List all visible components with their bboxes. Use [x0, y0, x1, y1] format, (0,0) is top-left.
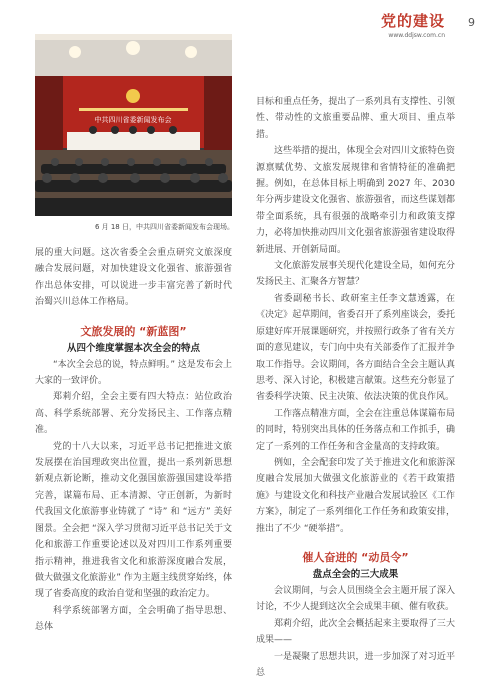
press-conference-photo — [35, 34, 232, 216]
paragraph: 这些举措的提出，体现全会对四川文旅特色资源禀赋优势、文旅发展规律和省情特征的准确把握。例如，在总体目标上明确到 2027 年、2030 年分两步建设文化强省、旅游强省，而这些谋划都带全面系统，具有很强的战略牵引力和政策支撑力，必将加快推动四川文化强省旅游强省建设取得新进展、开创新局面。 — [256, 146, 455, 255]
paragraph: “本次全会总的说，特点鲜明。” 这是发布会上大家的一致评价。 — [35, 359, 232, 387]
paragraph: 例如，全会配套印发了关于推进文化和旅游深度融合发展加大做强文化旅游业的《若干政策措施》与建设文化和科技产业融合发展试验区《工作方案》，制定了一系列细化工作任务和政策安排，推出了不少 “硬举措”。 — [256, 457, 455, 534]
paragraph: 目标和重点任务，提出了一系列具有支撑性、引领性、带动性的文旅重要品牌、重大项目、重点举措。 — [256, 97, 455, 140]
section-subheading: 盘点全会的三大成果 — [312, 568, 399, 580]
magazine-logo — [381, 10, 445, 39]
stage-illustration — [35, 34, 232, 216]
paragraph: 文化旅游发展事关现代化建设全局，如何充分发扬民主、汇聚各方智慧？ — [256, 261, 455, 288]
brand-name: 党的建设 — [380, 12, 445, 30]
paragraph: 省委副秘书长、政研室主任李文慧透露，在《决定》起草期间，省委召开了系列座谈会，委托原建好库开展课题研究，并按照行政条了省有关方面的意见建议，专门向中央有关部委作了汇报并争取工作指导。会议期间，各方面结合全会主题认真思考、深入讨论，积极建言献策。这些充分彰显了省委科学决策、民主决策、依法决策的优良作风。 — [256, 293, 455, 403]
paragraph: 会议期间，与会人员围绕全会主题开展了深入讨论，不少人提到这次全会成果丰硕、催有收获。 — [256, 585, 455, 613]
paragraph: 科学系统部署方面，全会明确了指导思想、总体 — [35, 605, 232, 633]
right-column — [256, 94, 455, 681]
section-subheading: 从四个维度掌握本次全会的特点 — [66, 342, 200, 354]
stage-banner: 中共四川省委新闻发布会 — [94, 116, 172, 124]
paragraph: 郑莉介绍，此次全会概括起来主要取得了三大成果—— — [256, 618, 455, 646]
paragraph: 党的十八大以来，习近平总书记把推进文旅发展摆在治国理政突出位置，提出一系列新思想新观点新论断，推动文化强国旅游强国建设举措完善，谋篇布局、正本清源、守正创新，为新时代我国文化旅游事业铸就了 “诗” 和 “远方” 美好图景。全会把 “深入学习贯彻习近平总书记关于文化和旅游工作重要论述以及对四川工作系列重要指示精神，推进我省文化和旅游深度融合发展，做大做强文化旅游业” 作为主题主线贯穿始终，体现了省委高度的政治自觉和坚强的政治定力。 — [35, 441, 232, 600]
site-url: www.ddjsw.com.cn — [388, 32, 445, 39]
photo-caption: 6 月 18 日，中共四川省委新闻发布会现场。 — [94, 223, 234, 231]
page-header — [275, 6, 475, 46]
paragraph: 一是凝聚了思想共识，进一步加深了对习近平总 — [256, 651, 455, 678]
section-heading: 文旅发展的 “新蓝图” — [80, 324, 187, 338]
left-column — [35, 245, 232, 636]
paragraph: 展的重大问题。这次省委全会重点研究文旅深度融合发展问题，对加快建设文化强省、旅游强省作出总体安排，可以说进一步丰富完善了新时代治蜀兴川总体工作格局。 — [35, 248, 232, 308]
paragraph: 工作落点精准方面，全会在注重总体谋篇布局的同时，特别突出具体的任务落点和工作抓手，确定了一系列的工作任务和含金量高的支持政策。 — [256, 408, 455, 452]
page-number: 9 — [468, 16, 475, 29]
section-heading: 催人奋进的 “动员令” — [302, 550, 409, 564]
paragraph: 郑莉介绍，全会主要有四大特点：站位政治高、科学系统部署、充分发扬民主、工作落点精准。 — [35, 392, 232, 436]
